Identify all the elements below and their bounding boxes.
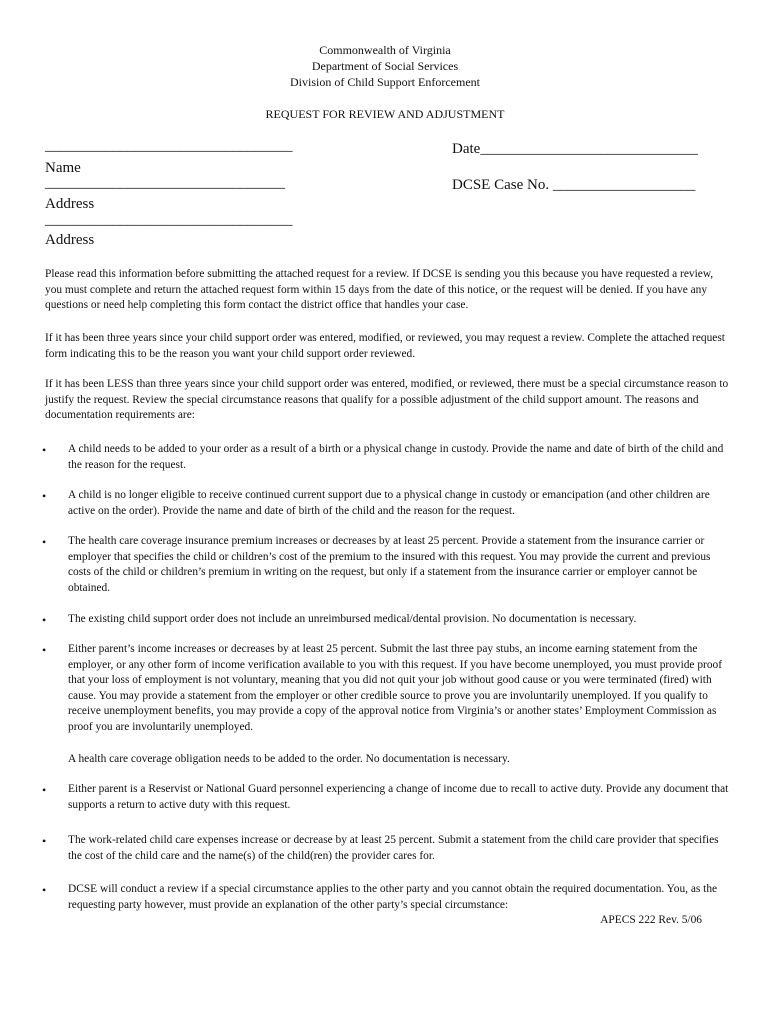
reason-insurance-premium: The health care coverage insurance premium increases or decreases by at least 25 percent. Provide a statement from the insurance carrier or employer that specifies the child or children’s cost of the premium to the insured with this request. You may provide the current and previous costs of the child or children’s premium in writing on the request, but only if a statement from the insurance carrier or employer cannot be obtained. [68,535,711,594]
address1-label: Address [45,196,95,212]
reason-child-added: A child needs to be added to your order as a result of a birth or a physical change in custody. Provide the name and date of birth of the child and the reason for the request. [68,443,724,471]
form-title: REQUEST FOR REVIEW AND ADJUSTMENT [265,107,505,121]
agency-name: Commonwealth of Virginia [319,43,451,57]
bullet-icon: • [42,883,47,897]
bullet-icon: • [42,783,47,797]
bullet-icon: • [42,535,47,549]
reason-income-change: Either parent’s income increases or decreases by at least 25 percent. Submit the last three pay stubs, an income earning statement from the employer, or any other form of income verification available to you with this request. If you have become unemployed, you must provide proof that your loss of employment is not voluntary, meaning that you did not quit your job without good cause or you were terminated (fired) with cause. You may provide a statement from the employer or other credible source to prove you are involuntarily unemployed. If you qualify to receive unemployment benefits, you may provide a copy of the approval notice from Virginia’s or another states’ Employment Commission as proof you are involuntarily unemployed. [68,643,723,733]
form-number: APECS 222 Rev. 5/06 [600,914,702,926]
date-field[interactable]: Date_____________________________ [452,141,698,157]
address1-field-line[interactable]: ________________________________ [45,175,285,191]
bullet-icon: • [42,489,47,503]
address2-field-line[interactable]: _________________________________ [45,212,293,228]
bullet-icon: • [42,443,47,457]
special-circumstance-paragraph: If it has been LESS than three years since your child support order was entered, modified, or reviewed, there must be a special circumstance reason to justify the request. Review the special circumstance reasons that qualify for a possible adjustment of the child support amount. The reasons and documentation requirements are: [45,378,729,421]
bullet-icon: • [42,643,47,657]
intro-paragraph: Please read this information before submitting the attached request for a review. If DCSE is sending you this because you have requested a review, you must complete and return the attached request form within 15 days from the date of this notice, or the request will be denied. If you have any questions or need help completing this form contact the district office that handles your case. [45,268,714,311]
reason-health-care-obligation: A health care coverage obligation needs to be added to the order. No documentation is necessary. [68,753,510,765]
name-field-line[interactable]: _________________________________ [45,138,293,154]
reason-reservist-recall: Either parent is a Reservist or National Guard personnel experiencing a change of income due to recall to active duty. Provide any document that supports a return to active duty with this request. [68,783,729,811]
case-number-field[interactable]: DCSE Case No. ___________________ [452,177,696,193]
reason-child-care-expenses: The work-related child care expenses increase or decrease by at least 25 percent. Submit a statement from the child care provider that specifies the cost of the child care and the name(s) of the child(ren) the provider cares for. [68,834,719,862]
reason-child-ineligible: A child is no longer eligible to receive continued current support due to a physical change in custody or emancipation (and other children are active on the order). Provide the name and date of birth of the child and the reason for the request. [68,489,710,517]
department-name: Department of Social Services [311,59,459,73]
division-name: Division of Child Support Enforcement [290,75,480,89]
name-label: Name [45,160,81,176]
reason-medical-provision: The existing child support order does not include an unreimbursed medical/dental provision. No documentation is necessary. [68,613,637,625]
bullet-icon: • [42,613,47,627]
bullet-icon: • [42,834,47,848]
three-year-paragraph: If it has been three years since your child support order was entered, modified, or reviewed, you may request a review. Complete the attached request form indicating this to be the reason you want your child support order reviewed. [45,332,725,360]
address2-label: Address [45,232,95,248]
reason-other-party: DCSE will conduct a review if a special circumstance applies to the other party and you cannot obtain the required documentation. You, as the requesting party however, must provide an explanation of the other party’s special circumstance: [68,883,718,911]
